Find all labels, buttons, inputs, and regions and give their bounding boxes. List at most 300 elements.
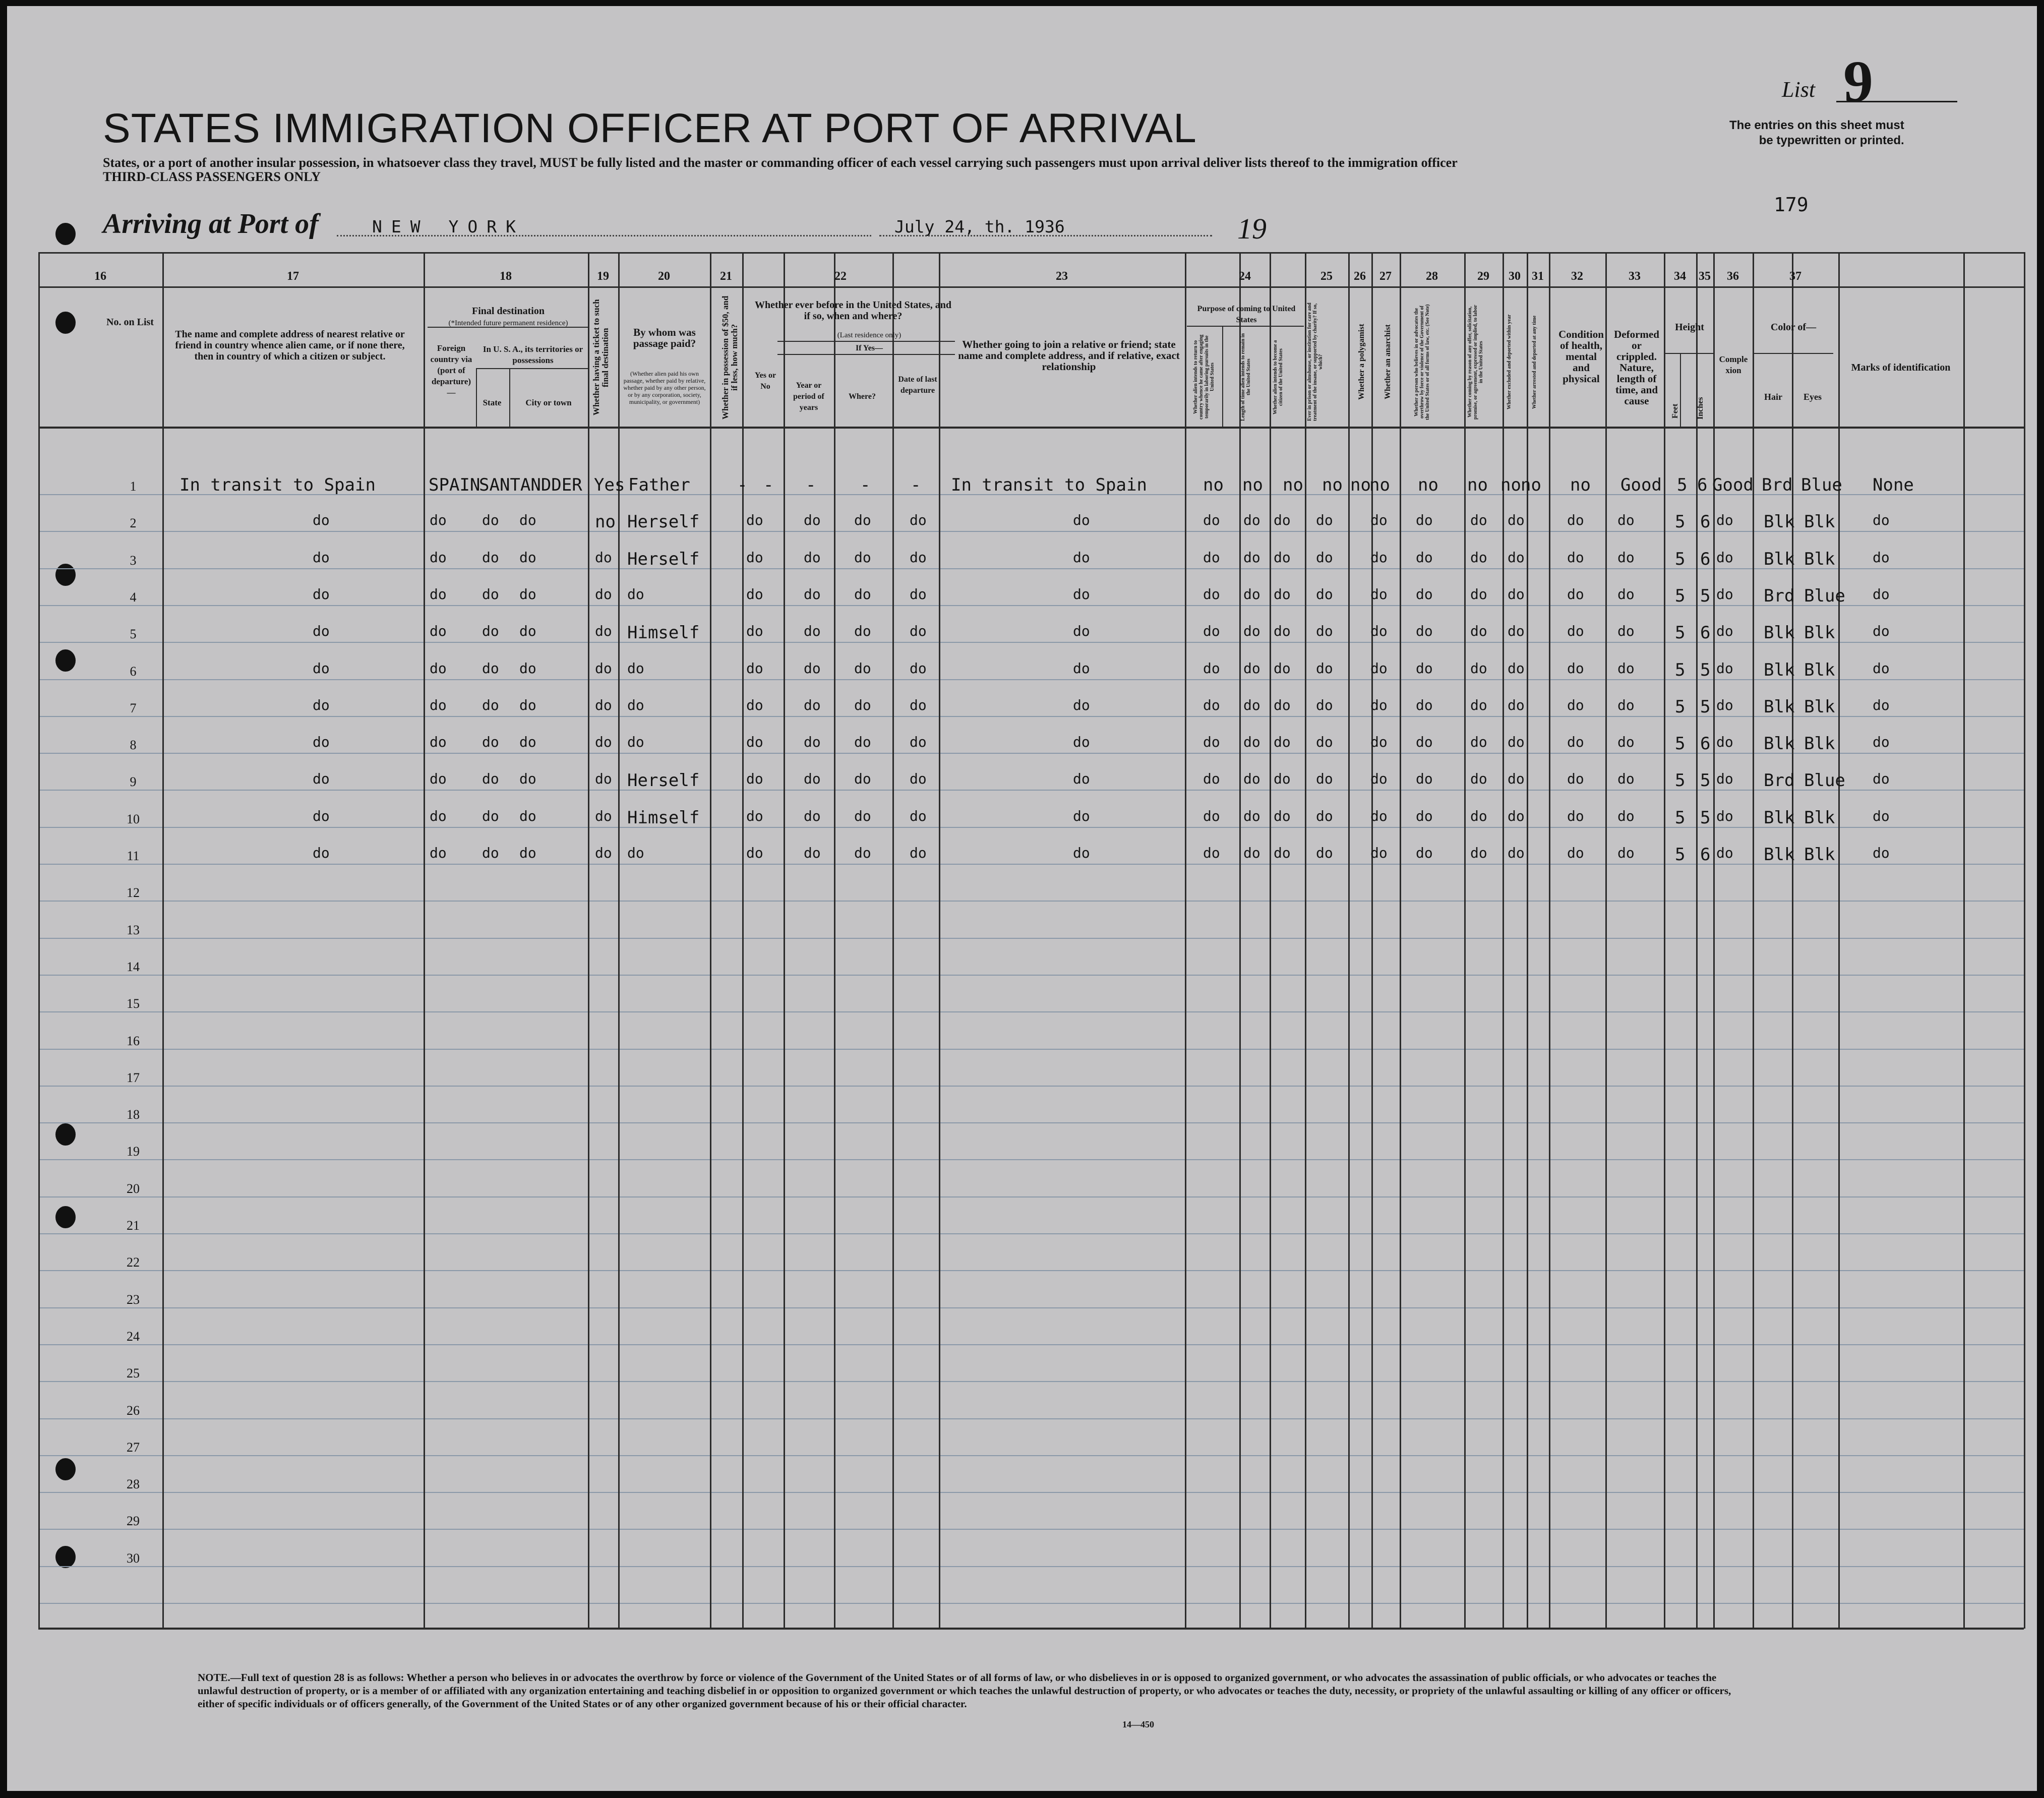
cell-foreign: do: [430, 512, 447, 529]
cell-p3: do: [1274, 660, 1291, 677]
header-purpose: Purpose of coming to United States: [1197, 305, 1296, 324]
punch-hole: [55, 649, 76, 672]
header-no-on-list: No. on List: [106, 317, 154, 328]
list-label: List: [1782, 77, 1816, 102]
table-top-border: [38, 252, 2024, 254]
cell-yes: do: [746, 696, 763, 713]
cell-state: do: [482, 770, 499, 788]
footnote-question-28: NOTE.—Full text of question 28 is as follows: Whether a person who believes in or advocates the overthrow by force or violence of the Government of the United States or of all forms of law, or who disbelieves in or is opposed to organized government, or who advocates the assassination of public officials, or who advocates or teaches the unlawful destruction of property, or is a member of or affiliated with any organization entertaining and teaching disbelief in or opposition to organized government or which teaches the unlawful destruction of property, or who advocates or teaches the duty, necessity, or propriety of the unlawful assaulting or killing of any officer or officers, either of specific individuals or of officers generally, of the Government of the United States or of any other organized government because of his or their official character.: [198, 1671, 1731, 1710]
column-divider: [1963, 252, 1965, 1629]
row-rule: [38, 827, 2024, 828]
form-number: 14—450: [1122, 1719, 1154, 1729]
cell-cond: do: [1567, 807, 1584, 824]
header-final-destination: Final destination: [472, 306, 545, 317]
cell-offer: do: [1470, 549, 1487, 566]
cell-inches: 5: [1700, 807, 1711, 828]
cell-p3: do: [1274, 845, 1291, 861]
cell-anar: do: [1370, 549, 1388, 566]
row-number: 14: [127, 959, 140, 974]
cell-offer: do: [1470, 696, 1487, 713]
column-divider: [742, 252, 744, 1629]
cell-arr: no: [1521, 475, 1541, 495]
cell-year: do: [804, 770, 821, 788]
cell-p2: do: [1243, 807, 1260, 824]
cell-excl: do: [1508, 660, 1525, 677]
cell-eyes: Blk: [1804, 549, 1835, 569]
cell-yes: -: [763, 475, 774, 495]
cell-anar: do: [1370, 807, 1388, 824]
cell-foreign: do: [430, 845, 447, 861]
cell-complexion: Good: [1712, 475, 1754, 495]
punch-hole: [55, 312, 76, 334]
cell-cond: do: [1567, 585, 1584, 603]
cell-p2: do: [1243, 734, 1260, 751]
cell-cond: do: [1567, 770, 1584, 788]
typewritten-note-line2: be typewritten or printed.: [1759, 134, 1904, 147]
header-by-whom: By whom was passage paid?: [633, 326, 696, 349]
header-by-whom-note: (Whether alien paid his own passage, whether paid by relative, whether paid by any other person, or by any corporation, society, municipality, or government): [623, 370, 706, 405]
cell-relative: do: [313, 845, 330, 861]
cell-inches: 5: [1700, 585, 1711, 606]
cell-marks: do: [1873, 549, 1890, 566]
cell-where: do: [854, 549, 871, 566]
cell-feet: 5: [1677, 475, 1688, 495]
punch-hole: [55, 1123, 76, 1146]
cell-year: -: [806, 475, 816, 495]
cell-excl: do: [1508, 770, 1525, 788]
if-yes-subdivider: [777, 354, 955, 355]
cell-ticket: do: [595, 696, 612, 713]
header-year-period: Year or period of years: [793, 381, 824, 412]
row-rule: [38, 568, 2024, 569]
row-rule: [38, 1233, 2024, 1234]
sub-column-divider: [1270, 326, 1271, 428]
cell-p2: no: [1242, 475, 1263, 495]
header-eyes: Eyes: [1803, 392, 1822, 402]
row-rule: [38, 1196, 2024, 1197]
row-number: 30: [127, 1550, 140, 1566]
cell-eyes: Blk: [1804, 660, 1835, 680]
column-divider: [1838, 252, 1840, 1629]
row-rule: [38, 753, 2024, 754]
cell-p3: do: [1274, 807, 1291, 824]
cell-marks: do: [1873, 845, 1890, 861]
cell-ticket: do: [595, 845, 612, 861]
row-rule: [38, 1566, 2024, 1567]
cell-cond: do: [1567, 660, 1584, 677]
cell-p2: do: [1243, 623, 1260, 640]
ever-before-subdivider: [777, 341, 955, 342]
cell-p2: do: [1243, 845, 1260, 861]
header-anarchist: Whether an anarchist: [1384, 324, 1392, 400]
sub-column-divider: [1222, 326, 1223, 428]
cell-deformed: do: [1617, 770, 1635, 788]
row-number: 5: [130, 627, 137, 642]
sub-column-divider: [784, 341, 785, 428]
cell-offer: no: [1467, 475, 1488, 495]
cell-city: do: [519, 512, 536, 529]
row-rule: [38, 864, 2024, 865]
cell-prison: no: [1322, 475, 1343, 495]
cell-prison: do: [1316, 549, 1333, 566]
typewritten-note: [1729, 118, 1904, 148]
row-rule: [38, 790, 2024, 791]
header-last-residence: (Last residence only): [837, 331, 901, 339]
page-title: STATES IMMIGRATION OFFICER AT PORT OF ARRIVAL: [103, 105, 1197, 151]
cell-complexion: do: [1716, 845, 1733, 861]
column-number: 18: [500, 270, 512, 283]
column-number: 22: [834, 270, 847, 283]
cell-feet: 5: [1675, 585, 1686, 606]
cell-hair: Blk: [1764, 807, 1795, 828]
cell-where: do: [854, 696, 871, 713]
header-possession-50: Whether in possession of $50, and if less, how much?: [720, 295, 739, 419]
row-rule: [38, 679, 2024, 680]
cell-p1: do: [1203, 549, 1220, 566]
cell-paid: do: [627, 696, 644, 713]
cell-anar: do: [1370, 585, 1388, 603]
cell-inches: 5: [1700, 696, 1711, 717]
header-city: City or town: [525, 398, 572, 407]
cell-ticket: do: [595, 770, 612, 788]
cell-yes: do: [746, 660, 763, 677]
cell-relative: do: [313, 549, 330, 566]
header-going-to-join: Whether going to join a relative or friend; state name and complete address, and if relative, exact relationship: [958, 338, 1180, 373]
cell-offer: do: [1470, 734, 1487, 751]
cell-eyes: Blue: [1801, 475, 1842, 495]
cell-deformed: do: [1617, 845, 1635, 861]
cell-eyes: Blk: [1804, 845, 1835, 865]
row-number: 3: [130, 553, 137, 568]
punch-hole: [55, 1458, 76, 1480]
column-number: 31: [1532, 270, 1544, 283]
cell-deformed: do: [1617, 549, 1635, 566]
column-divider: [1348, 252, 1350, 1629]
header-excluded: Whether excluded and deported within year: [1507, 314, 1512, 410]
cell-prison: do: [1316, 512, 1333, 529]
cell-deformed: do: [1617, 807, 1635, 824]
row-number: 4: [130, 589, 137, 605]
cell-p1: do: [1203, 623, 1220, 640]
cell-relative: do: [313, 734, 330, 751]
cell-p1: do: [1203, 660, 1220, 677]
row-number: 8: [130, 738, 137, 753]
cell-excl: do: [1508, 845, 1525, 861]
row-number: 18: [127, 1107, 140, 1122]
cell-hair: Blk: [1764, 623, 1795, 643]
cell-foreign: do: [430, 623, 447, 640]
column-number: 34: [1674, 270, 1686, 283]
cell-p1: do: [1203, 696, 1220, 713]
row-number: 21: [127, 1218, 140, 1233]
cell-paid: Herself: [627, 770, 700, 791]
cell-offer: do: [1470, 512, 1487, 529]
cell-p3: do: [1274, 549, 1291, 566]
cell-inches: 6: [1697, 475, 1708, 495]
cell-anar: do: [1370, 770, 1388, 788]
column-number: 30: [1509, 270, 1521, 283]
row-number: 24: [127, 1329, 140, 1344]
row-number: 6: [130, 664, 137, 679]
cell-paid: do: [627, 734, 644, 751]
cell-ticket: Yes: [594, 475, 625, 495]
row-rule: [38, 1344, 2024, 1345]
cell-feet: 5: [1675, 660, 1686, 680]
cell-join: do: [1073, 585, 1090, 603]
row-rule: [38, 605, 2024, 606]
cell-prison: do: [1316, 807, 1333, 824]
list-number: 9: [1843, 48, 1873, 114]
cell-paid: do: [627, 660, 644, 677]
page-number: 179: [1774, 194, 1809, 216]
cell-ticket: do: [595, 807, 612, 824]
cell-deformed: do: [1617, 734, 1635, 751]
column-number: 17: [287, 270, 299, 283]
column-divider: [162, 252, 164, 1629]
cell-city: do: [519, 845, 536, 861]
cell-feet: 5: [1675, 734, 1686, 754]
column-divider: [834, 252, 835, 1629]
cell-prison: do: [1316, 623, 1333, 640]
cell-date: do: [910, 734, 927, 751]
cell-city: do: [519, 696, 536, 713]
cell-marks: do: [1873, 696, 1890, 713]
cell-yes: do: [746, 845, 763, 861]
cell-eyes: Blk: [1804, 512, 1835, 532]
column-divider: [1549, 252, 1550, 1629]
cell-marks: None: [1873, 475, 1914, 495]
cell-feet: 5: [1675, 696, 1686, 717]
cell-state: do: [482, 660, 499, 677]
cell-deformed: do: [1617, 512, 1635, 529]
cell-yes: do: [746, 549, 763, 566]
cell-over: do: [1416, 549, 1433, 566]
cell-anar: do: [1370, 623, 1388, 640]
column-divider: [1502, 252, 1504, 1629]
row-number: 10: [127, 811, 140, 826]
cell-offer: do: [1470, 623, 1487, 640]
row-rule: [38, 1381, 2024, 1382]
row-number: 13: [127, 922, 140, 937]
cell-date: do: [910, 807, 927, 824]
cell-yes: do: [746, 512, 763, 529]
cell-inches: 5: [1700, 660, 1711, 680]
cell-foreign: do: [430, 549, 447, 566]
cell-p2: do: [1243, 585, 1260, 603]
cell-anar: do: [1370, 696, 1388, 713]
cell-hair: Blk: [1764, 660, 1795, 680]
row-number: 28: [127, 1477, 140, 1492]
cell-feet: 5: [1675, 623, 1686, 643]
cell-foreign: SPAIN: [429, 475, 480, 495]
cell-year: do: [804, 845, 821, 861]
header-foreign-country: Foreign country via (port of departure)—: [430, 343, 472, 397]
cell-p3: do: [1274, 623, 1291, 640]
cell-marks: do: [1873, 623, 1890, 640]
cell-paid: do: [627, 845, 644, 861]
row-rule: [38, 1529, 2024, 1530]
cell-p2: do: [1243, 696, 1260, 713]
column-divider: [1713, 252, 1715, 1629]
cell-deformed: do: [1617, 696, 1635, 713]
cell-marks: do: [1873, 770, 1890, 788]
cell-deformed: Good: [1620, 475, 1662, 495]
cell-over: do: [1416, 807, 1433, 824]
cell-excl: do: [1508, 549, 1525, 566]
column-divider: [2024, 252, 2025, 1629]
row-rule: [38, 901, 2024, 902]
header-height: Height: [1675, 322, 1704, 333]
cell-state: do: [482, 623, 499, 640]
header-if-yes: If Yes—: [855, 344, 883, 352]
cell-foreign: do: [430, 770, 447, 788]
typewritten-note-line1: The entries on this sheet must: [1729, 118, 1904, 132]
manifest-sheet: [7, 6, 2037, 1791]
cell-paid: Father: [628, 475, 690, 495]
cell-inches: 6: [1700, 623, 1711, 643]
cell-join: do: [1073, 696, 1090, 713]
cell-hair: Blk: [1764, 696, 1795, 717]
cell-year: do: [804, 585, 821, 603]
row-rule: [38, 716, 2024, 717]
column-divider: [424, 252, 425, 1629]
cell-cond: no: [1570, 475, 1591, 495]
list-underline: [1836, 101, 1957, 102]
row-rule: [38, 938, 2024, 939]
cell-prison: do: [1316, 770, 1333, 788]
cell-ticket: do: [595, 549, 612, 566]
header-arrested: Whether arrested and deported at any time: [1532, 315, 1537, 409]
cell-eyes: Blk: [1804, 807, 1835, 828]
row-rule: [38, 1492, 2024, 1493]
cell-excl: do: [1508, 585, 1525, 603]
cell-inches: 6: [1700, 512, 1711, 532]
cell-marks: do: [1873, 734, 1890, 751]
cell-cond: do: [1567, 696, 1584, 713]
cell-p3: no: [1283, 475, 1303, 495]
row-number: 16: [127, 1033, 140, 1048]
cell-year: do: [804, 696, 821, 713]
cell-where: do: [854, 734, 871, 751]
cell-offer: do: [1470, 585, 1487, 603]
row-rule: [38, 531, 2024, 532]
cell-p1: do: [1203, 512, 1220, 529]
cell-prison: do: [1316, 660, 1333, 677]
cell-ticket: do: [595, 585, 612, 603]
cell-prison: do: [1316, 585, 1333, 603]
column-number: 35: [1699, 270, 1711, 283]
row-number: 15: [127, 996, 140, 1011]
column-number: 27: [1379, 270, 1392, 283]
row-rule: [38, 975, 2024, 976]
cell-s50: -: [737, 475, 748, 495]
cell-cond: do: [1567, 549, 1584, 566]
cell-date: do: [910, 660, 927, 677]
cell-relative: do: [313, 770, 330, 788]
cell-over: do: [1416, 585, 1433, 603]
cell-hair: Brd: [1762, 475, 1793, 495]
cell-where: do: [854, 585, 871, 603]
cell-marks: do: [1873, 660, 1890, 677]
cell-anar: do: [1370, 845, 1388, 861]
column-divider: [1239, 252, 1241, 1629]
header-where: Where?: [849, 392, 876, 401]
cell-yes: do: [746, 734, 763, 751]
cell-deformed: do: [1617, 660, 1635, 677]
column-divider: [1185, 252, 1186, 1629]
cell-inches: 6: [1700, 549, 1711, 569]
row-rule: [38, 1270, 2024, 1271]
column-divider: [1753, 252, 1754, 1629]
cell-eyes: Blk: [1804, 696, 1835, 717]
cell-cond: do: [1567, 845, 1584, 861]
header-yes-or-no: Yes or No: [754, 371, 776, 391]
cell-ticket: do: [595, 623, 612, 640]
cell-where: do: [854, 512, 871, 529]
cell-foreign: do: [430, 660, 447, 677]
column-divider: [784, 252, 785, 1629]
cell-complexion: do: [1716, 660, 1733, 677]
cell-complexion: do: [1716, 770, 1733, 788]
cell-state: do: [482, 845, 499, 861]
cell-yes: do: [746, 807, 763, 824]
cell-feet: 5: [1675, 549, 1686, 569]
cell-inches: 6: [1700, 845, 1711, 865]
cell-p1: no: [1203, 475, 1224, 495]
column-number: 28: [1426, 270, 1438, 283]
header-hair: Hair: [1764, 392, 1782, 402]
cell-complexion: do: [1716, 734, 1733, 751]
cell-state: do: [482, 807, 499, 824]
column-number: 36: [1727, 270, 1739, 283]
column-number: 16: [94, 270, 106, 283]
cell-year: do: [804, 623, 821, 640]
cell-cond: do: [1567, 734, 1584, 751]
column-number: 26: [1354, 270, 1366, 283]
cell-complexion: do: [1716, 549, 1733, 566]
cell-date: do: [910, 549, 927, 566]
cell-ticket: no: [595, 512, 616, 532]
header-bottom-border: [38, 427, 2024, 429]
cell-yes: do: [746, 585, 763, 603]
cell-state: do: [482, 512, 499, 529]
cell-year: do: [804, 512, 821, 529]
cell-where: do: [854, 845, 871, 861]
row-number: 19: [127, 1144, 140, 1159]
cell-foreign: do: [430, 696, 447, 713]
row-number: 23: [127, 1292, 140, 1307]
cell-join: do: [1073, 660, 1090, 677]
header-deformed: Deformed or crippled. Nature, length of time, and cause: [1614, 328, 1659, 407]
cell-state: do: [482, 549, 499, 566]
cell-inches: 5: [1700, 770, 1711, 791]
third-class-label: THIRD-CLASS PASSENGERS ONLY: [103, 169, 321, 184]
cell-p1: do: [1203, 585, 1220, 603]
header-condition: Condition of health, mental and physical: [1558, 328, 1604, 385]
cell-feet: 5: [1675, 512, 1686, 532]
sub-column-divider: [834, 354, 835, 428]
cell-excl: do: [1508, 696, 1525, 713]
row-rule: [38, 1122, 2024, 1123]
usa-subdivider: [476, 368, 589, 369]
cell-over: do: [1416, 623, 1433, 640]
cell-p3: do: [1274, 512, 1291, 529]
cell-date: -: [911, 475, 921, 495]
cell-state: SANTANDDER: [479, 475, 582, 495]
cell-date: do: [910, 585, 927, 603]
cell-city: do: [519, 585, 536, 603]
cell-year: do: [804, 660, 821, 677]
